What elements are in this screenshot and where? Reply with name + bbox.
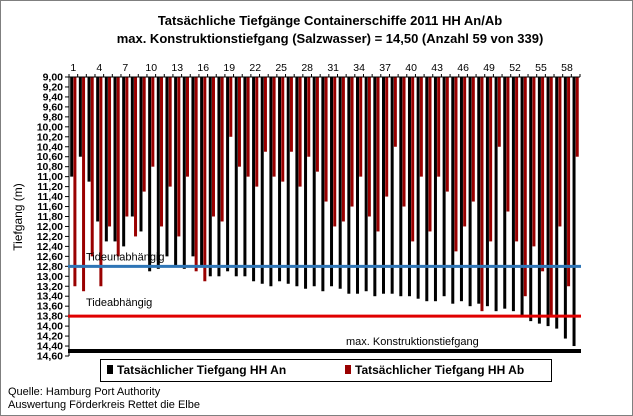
bar-an	[486, 77, 489, 306]
bar-ab	[134, 77, 137, 236]
bar-an	[261, 77, 264, 284]
bar-an	[477, 77, 480, 304]
bar-ab	[221, 77, 224, 221]
legend-label-an: Tatsächlicher Tiefgang HH An	[117, 363, 287, 377]
x-tick-label: 16	[197, 62, 210, 74]
bar-an	[347, 77, 350, 294]
bar-ab	[186, 77, 189, 177]
bar-ab	[420, 77, 423, 177]
y-tick-label: 9,60	[42, 101, 63, 114]
x-tick-label: 31	[327, 62, 340, 74]
bar-ab	[229, 77, 232, 137]
x-tick-label: 22	[249, 62, 262, 74]
bar-ab	[498, 77, 501, 147]
legend-swatch-ab	[345, 365, 351, 374]
bar-ab	[73, 77, 76, 286]
bar-ab	[489, 77, 492, 241]
bar-ab	[576, 77, 579, 157]
y-tick-label: 11,20	[37, 181, 63, 194]
legend-label-ab: Tatsächlicher Tiefgang HH Ab	[355, 363, 525, 377]
bar-ab	[108, 77, 111, 226]
y-tick-label: 11,60	[37, 201, 63, 214]
bar-ab	[550, 77, 553, 316]
bar-ab	[307, 77, 310, 157]
bar-ab	[359, 77, 362, 177]
bar-an	[139, 77, 142, 231]
bar-ab	[446, 77, 449, 192]
bar-an	[382, 77, 385, 294]
y-tick-label: 13,60	[36, 300, 63, 313]
x-tick-label: 10	[145, 62, 158, 74]
y-tick-label: 12,00	[36, 220, 63, 233]
reference-label-0: Tideunabhängig	[86, 251, 165, 264]
y-tick-label: 10,20	[36, 131, 63, 144]
bar-ab	[524, 77, 527, 296]
bar-ab	[281, 77, 284, 182]
bar-an	[88, 77, 91, 182]
y-tick-label: 11,00	[37, 171, 63, 184]
bar-ab	[325, 77, 328, 202]
bar-ab	[463, 77, 466, 226]
bar-an	[287, 77, 290, 284]
bar-ab	[255, 77, 258, 187]
bar-an	[339, 77, 342, 289]
y-tick-label: 9,00	[42, 71, 63, 84]
bar-an	[226, 77, 229, 271]
reference-label-2: max. Konstruktionstiefgang	[346, 336, 479, 349]
y-tick-label: 10,60	[36, 151, 63, 164]
y-tick-label: 14,40	[36, 340, 63, 353]
bar-ab	[169, 77, 172, 187]
x-tick-label: 4	[96, 62, 103, 74]
bar-an	[495, 77, 498, 311]
bar-an	[443, 77, 446, 296]
bar-ab	[515, 77, 518, 241]
bar-an	[321, 77, 324, 291]
bar-an	[547, 77, 550, 326]
bar-ab	[532, 77, 535, 246]
bar-an	[217, 77, 220, 276]
y-tick-label: 14,60	[36, 350, 63, 363]
bar-an	[200, 77, 203, 266]
x-tick-label: 55	[535, 62, 547, 74]
bar-ab	[429, 77, 432, 231]
bar-an	[391, 77, 394, 294]
y-tick-label: 9,80	[42, 111, 63, 124]
bar-an	[235, 77, 238, 276]
bar-an	[243, 77, 246, 276]
y-tick-label: 11,80	[37, 211, 63, 223]
bar-ab	[203, 77, 206, 281]
bar-an	[148, 77, 151, 271]
bar-an	[469, 77, 472, 306]
bar-an	[521, 77, 524, 316]
y-tick-label: 9,20	[42, 81, 63, 94]
bar-ab	[212, 77, 215, 217]
y-tick-label: 11,40	[37, 191, 63, 204]
y-tick-label: 13,40	[36, 290, 63, 303]
reference-label-1: Tideabhängig	[86, 297, 153, 310]
x-tick-label: 40	[405, 62, 417, 74]
bar-ab	[117, 77, 120, 256]
y-tick-label: 10,00	[36, 121, 63, 134]
bar-ab	[403, 77, 406, 207]
bar-an	[122, 77, 125, 246]
chart-title: Tatsächliche Tiefgänge Containerschiffe 2011 HH An/Ab	[157, 13, 503, 28]
y-tick-label: 12,60	[36, 250, 63, 263]
y-tick-label: 9,40	[42, 91, 63, 104]
bar-ab	[541, 77, 544, 271]
bar-ab	[195, 77, 198, 271]
bar-ab	[151, 77, 154, 167]
bar-ab	[394, 77, 397, 147]
x-tick-label: 37	[379, 62, 391, 74]
bar-an	[157, 77, 160, 269]
y-tick-label: 14,20	[36, 330, 63, 343]
bar-an	[114, 77, 117, 241]
source-note: Quelle: Hamburg Port Authority	[8, 386, 161, 398]
bar-ab	[506, 77, 509, 212]
bar-an	[79, 77, 82, 157]
bar-an	[304, 77, 307, 289]
y-tick-label: 10,40	[36, 141, 63, 154]
bar-ab	[125, 77, 128, 217]
x-tick-label: 1	[70, 62, 77, 74]
bar-ab	[177, 77, 180, 236]
x-tick-label: 49	[483, 62, 495, 74]
x-tick-label: 19	[223, 62, 236, 74]
bar-an	[538, 77, 541, 324]
chart-legend	[100, 359, 552, 382]
bar-ab	[247, 77, 250, 177]
bar-ab	[385, 77, 388, 197]
bar-an	[252, 77, 255, 281]
bar-an	[408, 77, 411, 296]
bar-an	[131, 77, 134, 217]
bar-an	[529, 77, 532, 321]
bar-ab	[480, 77, 483, 311]
y-tick-label: 13,20	[36, 280, 63, 293]
bar-ab	[160, 77, 163, 226]
bar-ab	[342, 77, 345, 221]
y-tick-label: 12,20	[36, 230, 63, 243]
bar-an	[512, 77, 515, 311]
bar-ab	[351, 77, 354, 207]
x-tick-label: 7	[122, 62, 129, 74]
bar-an	[503, 77, 506, 309]
bar-ab	[91, 77, 94, 256]
chart-subtitle: max. Konstruktionstiefgang (Salzwasser) = 14,50 (Anzahl 59 von 339)	[116, 31, 544, 46]
bar-an	[365, 77, 368, 291]
bar-an	[451, 77, 454, 304]
bar-ab	[567, 77, 570, 286]
x-tick-label: 52	[509, 62, 521, 74]
y-tick-label: 12,40	[36, 240, 63, 253]
y-tick-label: 14,00	[36, 320, 63, 333]
bar-ab	[437, 77, 440, 177]
bar-an	[356, 77, 359, 294]
y-axis-label: Tiefgang (m)	[11, 183, 25, 251]
x-tick-label: 28	[301, 62, 314, 74]
bar-ab	[264, 77, 267, 152]
bar-an	[183, 77, 186, 269]
y-tick-label: 13,00	[36, 270, 63, 283]
bar-an	[105, 77, 108, 241]
bar-an	[564, 77, 567, 339]
bar-an	[269, 77, 272, 286]
bar-ab	[290, 77, 293, 152]
x-tick-label: 58	[561, 62, 573, 74]
x-tick-label: 13	[171, 62, 184, 74]
bar-an	[96, 77, 99, 221]
bar-ab	[454, 77, 457, 251]
x-tick-label: 34	[353, 62, 365, 74]
bar-an	[165, 77, 168, 256]
bar-ab	[316, 77, 319, 172]
bar-ab	[238, 77, 241, 167]
bar-ab	[273, 77, 276, 177]
bar-an	[373, 77, 376, 296]
bar-an	[555, 77, 558, 329]
x-tick-label: 25	[275, 62, 288, 74]
bar-ab	[558, 77, 561, 226]
y-tick-label: 10,80	[36, 161, 63, 174]
bar-ab	[333, 77, 336, 226]
bar-an	[573, 77, 576, 346]
bar-ab	[143, 77, 146, 192]
bar-an	[174, 77, 177, 266]
bar-an	[278, 77, 281, 281]
bar-ab	[82, 77, 85, 291]
y-tick-label: 12,80	[36, 260, 63, 273]
analysis-note: Auswertung Förderkreis Rettet die Elbe	[8, 399, 200, 411]
bar-an	[330, 77, 333, 286]
bar-ab	[377, 77, 380, 231]
bar-ab	[411, 77, 414, 241]
y-tick-label: 13,80	[36, 310, 63, 323]
bar-an	[209, 77, 212, 276]
bar-ab	[368, 77, 371, 217]
bar-ab	[472, 77, 475, 202]
bar-an	[399, 77, 402, 296]
bar-an	[70, 77, 73, 177]
bar-an	[313, 77, 316, 286]
x-tick-label: 43	[431, 62, 443, 74]
bar-an	[191, 77, 194, 256]
legend-swatch-an	[107, 365, 113, 374]
bar-an	[295, 77, 298, 286]
bar-ab	[299, 77, 302, 187]
x-tick-label: 46	[457, 62, 469, 74]
